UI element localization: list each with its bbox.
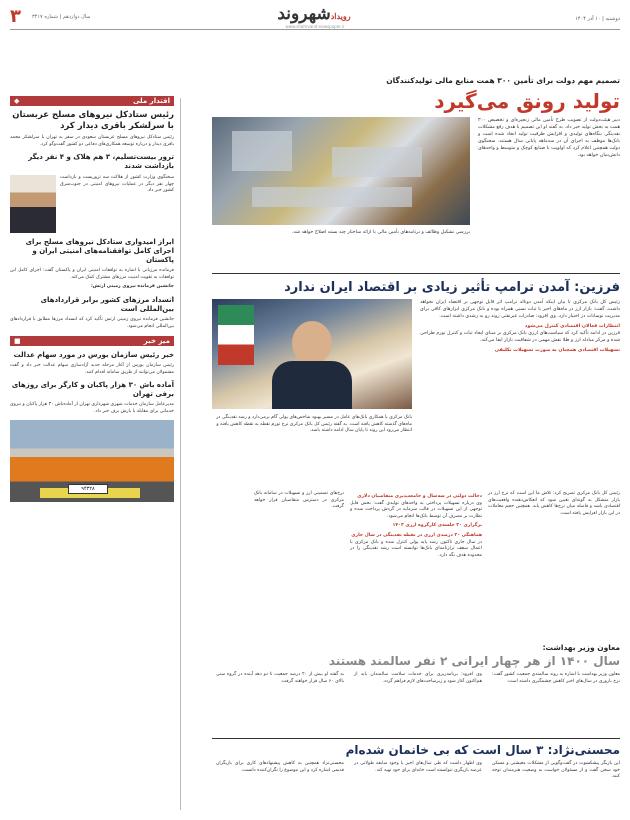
snow-headline: آماده باش ۳۰ هزار پاکبان و کارگر برای روزهای برفی تهران [11,381,174,399]
masthead [10,4,620,30]
main-column [212,34,620,820]
health-col-1: معاون وزیر بهداشت با اشاره به روند سالمندی جمعیت کشور گفت: نرخ باروری در سال‌های اخیر کاهش چشمگیری داشته است. [492,672,620,684]
sidebar [10,34,174,502]
mohseni-col-2: وی اظهار داشت که طی سال‌های اخیر با وجود سابقه طولانی در عرصه بازیگری نتوانسته است خانه‌ای برای خود تهیه کند. [354,761,482,773]
industrial-photo [212,117,470,225]
mid-sub-b: برگزاری ۳۰ جلسه‌ی کارگروه ارزی ۱۴۰۳ [392,523,482,529]
border-headline: انسداد مرزهای کشور برابر قراردادهای بین‌المللی است [40,295,174,313]
issue-line: سال دوازدهم | شماره ۳۴۱۷ [32,14,91,20]
terror-headline: ترور بیست‌تسلیم، ۳ هم هلاک و ۴ نفر دیگر بازداشت شدند [28,153,174,171]
pakistan-headline: ابراز امیدواری ستادکل نیروهای مسلح برای اجرای کامل توافقنامه‌های امنیتی ایران و پاکستان [25,238,174,265]
army-kicker: جانشین فرمانده نیروی زمینی ارتش: [90,284,174,290]
mid-sub-a: دخالت دولتی در سه‌سال و جامعه‌پذیری متقاضیان دلاری [357,494,482,499]
section-tag-news [10,336,174,346]
health-col-2: وی افزود: برنامه‌ریزی برای خدمات سلامت سالمندان باید از هم‌اکنون آغاز شود و زیرساخت‌های لازم فراهم گردد. [354,672,482,684]
farzin-body-text: رئیس کل بانک مرکزی با بیان اینکه آمدن دونالد ترامپ اثر قابل توجهی بر اقتصاد ایران نخواهد داشت، گفت: بازار ارز در ماه‌های اخیر با ثبات نسبی همراه بوده و بانک مرکزی ابزارهای کافی برای مدیریت نوسانات در اختیار دارد. وی افزود: صادرات غیرنفتی روند رو به رشدی داشته است. [420,300,620,319]
shield-icon: ◆ [14,97,20,105]
mid-col-right [488,491,620,517]
mid-col-center [350,491,482,559]
farzin-continuation [212,491,620,637]
mohseni-story [212,761,620,820]
pakistan-body: فرمانده مرزبانی با اشاره به توافقات امنیتی ایران و پاکستان گفت: اجرای کامل این توافقات به تقویت امنیت مرزهای مشترک کمک می‌کند. [10,268,174,280]
lead-headline: تولید رونق می‌گیرد [434,89,620,113]
official-portrait [10,175,56,233]
health-kicker: معاون وزیر بهداشت: [542,643,620,652]
farzin-body [420,299,620,354]
farzin-col-b: به گفته رئیس کل بانک مرکزی نرخ تورم نقطه به نقطه کاهش یافته و انتظار می‌رود این روند تا پایان سال ادامه داشته باشد. [216,421,412,434]
column-divider [180,98,181,810]
farzin-col-a: بانک مرکزی با همکاری بانک‌های عامل در مسیر بهبود شاخص‌های پولی گام برمی‌دارد و رشد نقدینگی در ماه‌های گذشته کاهش یافته است. [216,415,412,427]
health-story [212,672,620,734]
bourse-body: رئیس سازمان بورس از آغاز مرحله جدید آزادسازی سهام عدالت خبر داد و گفت مشمولان می‌توانند از طریق سامانه اقدام کنند. [10,363,174,375]
mohseni-headline: محسنی‌نژاد: ۳ سال است که بی خانمان شده‌ام [212,738,620,757]
mid-col-left [254,491,344,511]
logo-prefix: رویداد [330,11,351,21]
lead-body: دبیر هیئت‌دولت از تصویب طرح تأمین مالی زنجیره‌ای و تخصیص ۳۰۰ همت به بخش تولید خبر داد. به گفته او این تصمیم با هدف رفع مشکلات نقدینگی بنگاه‌های تولیدی و افزایش ظرفیت تولید اتخاذ شده است و بانک‌ها موظف به اجرای آن در سه‌ماهه پایانی سال هستند. سخنگوی دولت همچنین اعلام کرد که اولویت با صنایع کوچک و متوسط و واحدهای دانش‌بنیان خواهد بود. [478,118,620,158]
farzin-sub-2: تسهیلات اقتصادی همچنان به صورت تسهیلات تکلیفی [494,348,620,353]
health-headline: سال ۱۴۰۰ از هر چهار ایرانی ۲ نفر سالمند هستند [328,654,620,668]
lead-caption: بررسی تشکیل وظائف و برنامه‌های تأمین مالی با ارائه ساختار چند بسته اصلاح خواهد شد. [291,230,470,235]
farzin-side-note: نرخ‌های تضمینی ارز و تسهیلات در سامانه بانک مرکزی در دسترس متقاضیان قرار خواهد گرفت. [254,491,344,510]
section-tag-label: میز خبر [143,337,170,346]
snow-body: مدیرعامل سازمان خدمات شهری شهرداری تهران از آماده‌باش ۳۰ هزار پاکبان و نیروی خدماتی برای مقابله با بارش برف خبر داد. [10,402,174,414]
issue-date: دوشنبه | ۱۰ آذر ۱۴۰۴ [575,16,620,22]
mid-text-a: رئیس کل بانک مرکزی تصریح کرد: تلاش ما این است که نرخ ارز در بازار متشکل به گونه‌ای تعیین شود که انعکاس‌دهنده واقعیت‌های اقتصادی باشد و فاصله میان نرخ‌ها کاهش یابد. همچنین حجم معاملات در این بازار افزایش یافته است. [488,491,620,516]
license-plate: ۹۴۳۲۸ [68,484,108,494]
mid-sub-c: هماهنگی ۳۰ درصدی ارزی در نقطه نقدینگی در سال جاری [351,532,482,538]
farzin-side-columns [212,415,412,435]
farzin-photo [212,299,412,409]
page-number: ۳ [10,6,21,27]
mid-text-b: وی درباره تسهیلات پرداختی به واحدهای تولیدی گفت: بخش قابل توجهی از این تسهیلات در قالب سرمایه در گردش پرداخت شده و نظارت بر مصرف آن توسط بانک‌ها انجام می‌شود. [350,500,482,519]
farzin-sub-1: انتظارات فعالان اقتصادی کنترل می‌شود [524,324,620,329]
border-body: جانشین فرمانده نیروی زمینی ارتش تأکید کرد که انسداد مرزها مطابق با قراردادهای بین‌المللی انجام می‌شود. [10,316,174,329]
bourse-headline: خبر رئیس سازمان بورس در مورد سهام عدالت [13,351,174,360]
terror-story [10,175,174,233]
farzin-story [212,299,620,487]
saudi-headline: رئیس ستادکل نیروهای مسلح عربستان با سرلشکر باقری دیدار کرد [12,110,174,131]
mohseni-col-1: این بازیگر پیشکسوت در گفت‌وگویی از مشکلات معیشتی و مسکن خود سخن گفت و از مسئولان خواست به وضعیت هنرمندان توجه کنند. [492,761,620,780]
logo-text: شهروند [277,4,331,24]
snowplow-photo [10,420,174,502]
farzin-headline: فرزین: آمدن ترامپ تأثیر زیادی بر اقتصاد ایران ندارد [212,273,620,295]
news-icon: ■ [14,337,21,346]
farzin-body-2: فرزین در ادامه تأکید کرد که سیاست‌های ارزی بانک مرکزی بر مبنای ایجاد ثبات و کنترل تورم طراحی شده و مرکز مبادله ارز و طلا نقش مهمی در شفافیت بازار ایفا می‌کند. [420,331,620,343]
lead-kicker: تصمیم مهم دولت برای تأمین ۳۰۰ همت منابع مالی تولیدکنندگان [386,76,620,85]
section-tag-defense [10,96,174,106]
mid-text-c: در سال جاری تاکنون رشد پایه پولی کنترل شده و بانک مرکزی با اعمال سقف ترازنامه‌ای بانک‌ها توانسته است رشد نقدینگی را در محدوده هدف نگه دارد. [350,539,482,558]
health-col-3: به گفته او بیش از ۲۰ درصد جمعیت تا دو دهه آینده در گروه سنی بالای ۶۰ سال قرار خواهند گرفت. [216,672,344,684]
mohseni-col-3: محسنی‌نژاد همچنین به کاهش پیشنهادهای کاری برای بازیگران قدیمی اشاره کرد و این موضوع را نگران‌کننده دانست. [216,761,344,773]
saudi-body: رئیس ستادکل نیروهای مسلح عربستان سعودی در سفر به تهران با سرلشکر محمد باقری دیدار و درباره توسعه همکاری‌های دفاعی دو کشور گفت‌وگو کرد. [10,135,174,147]
lead-story [212,117,620,273]
section-tag-label: اقتدار ملی [132,97,170,105]
newspaper-logo [277,4,352,24]
terror-body: سخنگوی وزارت کشور از هلاکت سه تروریست و بازداشت چهار نفر دیگر در عملیات نیروهای امنیتی در جنوب‌شرق کشور خبر داد. [60,175,174,194]
flag-icon [218,305,254,365]
site-url[interactable]: www.shahrvand-newspaper.ir [285,24,345,29]
